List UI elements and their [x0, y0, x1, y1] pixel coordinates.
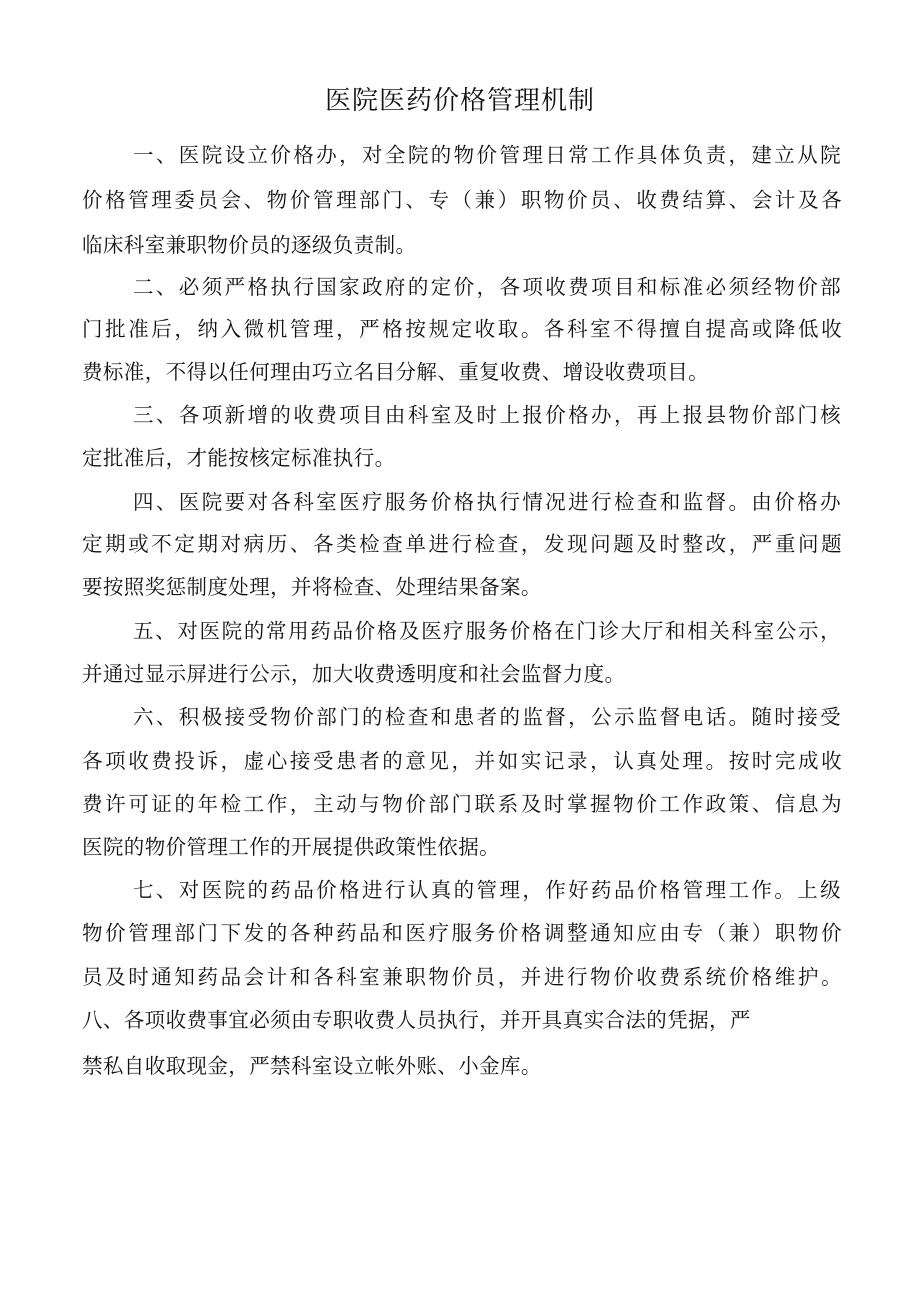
text-line: 价格管理委员会、物价管理部门、专（兼）职物价员、收费结算、会计及各: [82, 188, 842, 212]
text-line: 禁私自收取现金，严禁科室设立帐外账、小金库。: [82, 1054, 542, 1078]
document-title: 医院医药价格管理机制: [324, 86, 595, 116]
text-line: 五、对医院的常用药品价格及医疗服务价格在门诊大厅和相关科室公示，: [133, 619, 841, 643]
text-line: 临床科室兼职物价员的逐级负责制。: [82, 233, 417, 257]
text-line: 二、必须严格执行国家政府的定价，各项收费项目和标准必须经物价部: [133, 275, 841, 299]
text-line: 并通过显示屏进行公示，加大收费透明度和社会监督力度。: [82, 662, 626, 686]
text-line: 八、各项收费事宜必须由专职收费人员执行，并开具真实合法的凭据，严: [82, 1008, 751, 1032]
text-line: 七、对医院的药品价格进行认真的管理，作好药品价格管理工作。上级: [133, 878, 841, 902]
text-line: 员及时通知药品会计和各科室兼职物价员，并进行物价收费系统价格维护。: [82, 965, 842, 989]
text-line: 物价管理部门下发的各种药品和医疗服务价格调整通知应由专（兼）职物价: [82, 921, 842, 945]
text-line: 一、医院设立价格办，对全院的物价管理日常工作具体负责，建立从院: [133, 143, 841, 167]
text-line: 医院的物价管理工作的开展提供政策性依据。: [82, 835, 500, 859]
text-line: 六、积极接受物价部门的检查和患者的监督，公示监督电话。随时接受: [133, 705, 841, 729]
text-line: 四、医院要对各科室医疗服务价格执行情况进行检查和监督。由价格办: [133, 490, 841, 514]
text-line: 要按照奖惩制度处理，并将检查、处理结果备案。: [82, 575, 542, 599]
text-line: 门批准后，纳入微机管理，严格按规定收取。各科室不得擅自提高或降低收: [82, 317, 842, 341]
text-line: 各项收费投诉，虚心接受患者的意见，并如实记录，认真处理。按时完成收: [82, 749, 842, 773]
text-line: 三、各项新增的收费项目由科室及时上报价格办，再上报县物价部门核: [133, 403, 841, 427]
text-line: 费标准，不得以任何理由巧立名目分解、重复收费、增设收费项目。: [82, 360, 709, 384]
text-line: 定期或不定期对病历、各类检查单进行检查，发现问题及时整改，严重问题: [82, 532, 842, 556]
text-line: 定批准后，才能按核定标准执行。: [82, 446, 396, 470]
text-line: 费许可证的年检工作，主动与物价部门联系及时掌握物价工作政策、信息为: [82, 792, 842, 816]
